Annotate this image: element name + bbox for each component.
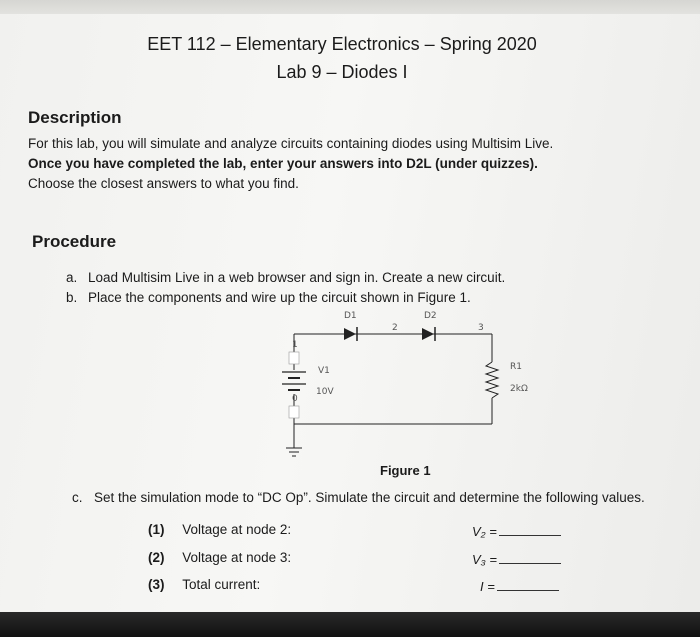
description-heading: Description bbox=[28, 108, 122, 127]
answer-blank[interactable] bbox=[499, 525, 561, 536]
node-2-label: 2 bbox=[392, 323, 398, 333]
r1-value: 2kΩ bbox=[510, 384, 528, 394]
item-marker: b. bbox=[66, 290, 78, 305]
resistor-r1 bbox=[486, 362, 498, 398]
question-number: (3) bbox=[148, 577, 165, 592]
procedure-item-a bbox=[66, 270, 505, 285]
doc-subtitle: Lab 9 – Diodes I bbox=[276, 62, 408, 82]
document-page bbox=[0, 14, 700, 612]
question-2 bbox=[148, 550, 291, 565]
procedure-item-b bbox=[66, 290, 471, 305]
answer-symbol: V₃ = bbox=[472, 552, 498, 567]
answer-1 bbox=[472, 524, 561, 539]
node-3-label: 3 bbox=[478, 323, 484, 333]
node-1-label: 1 bbox=[292, 340, 298, 350]
answer-symbol: V₂ = bbox=[472, 524, 497, 539]
question-3 bbox=[148, 577, 260, 592]
answer-blank[interactable] bbox=[499, 553, 561, 564]
item-text: Place the components and wire up the circuit shown in Figure 1. bbox=[88, 290, 471, 305]
description-line-1: For this lab, you will simulate and analyze circuits containing diodes using Multisim Live. bbox=[28, 136, 554, 151]
item-text: Set the simulation mode to “DC Op”. Simulate the circuit and determine the following values. bbox=[94, 490, 645, 505]
battery-v1 bbox=[282, 372, 306, 390]
question-number: (1) bbox=[148, 522, 165, 537]
figure-caption: Figure 1 bbox=[380, 463, 431, 478]
item-marker: c. bbox=[72, 490, 83, 505]
answer-3 bbox=[480, 579, 559, 594]
r1-name: R1 bbox=[510, 362, 522, 372]
v1-value: 10V bbox=[316, 387, 334, 397]
question-label: Voltage at node 2: bbox=[182, 522, 292, 537]
node-1-box bbox=[289, 352, 299, 364]
ground-symbol bbox=[286, 448, 302, 456]
v1-name: V1 bbox=[318, 366, 330, 376]
procedure-item-c bbox=[72, 490, 645, 505]
item-text: Load Multisim Live in a web browser and sign in. Create a new circuit. bbox=[88, 270, 506, 285]
diode-d2 bbox=[422, 327, 435, 341]
description-line-3: Choose the closest answers to what you find. bbox=[28, 176, 299, 191]
d2-label: D2 bbox=[424, 311, 437, 321]
question-label: Voltage at node 3: bbox=[182, 550, 292, 565]
question-1 bbox=[148, 522, 291, 537]
answer-symbol: I = bbox=[480, 579, 495, 594]
procedure-heading: Procedure bbox=[32, 232, 117, 251]
node-0-box bbox=[289, 406, 299, 418]
description-line-2: Once you have completed the lab, enter your answers into D2L (under quizzes). bbox=[28, 156, 538, 171]
doc-title: EET 112 – Elementary Electronics – Spring 2020 bbox=[147, 34, 537, 54]
answer-2 bbox=[472, 552, 561, 567]
question-label: Total current: bbox=[182, 577, 261, 592]
node-0-label: 0 bbox=[292, 394, 298, 404]
item-marker: a. bbox=[66, 270, 78, 285]
question-number: (2) bbox=[148, 550, 165, 565]
answer-blank[interactable] bbox=[497, 580, 559, 591]
d1-label: D1 bbox=[344, 311, 357, 321]
background-bottom bbox=[0, 612, 700, 637]
diode-d1 bbox=[344, 327, 357, 341]
